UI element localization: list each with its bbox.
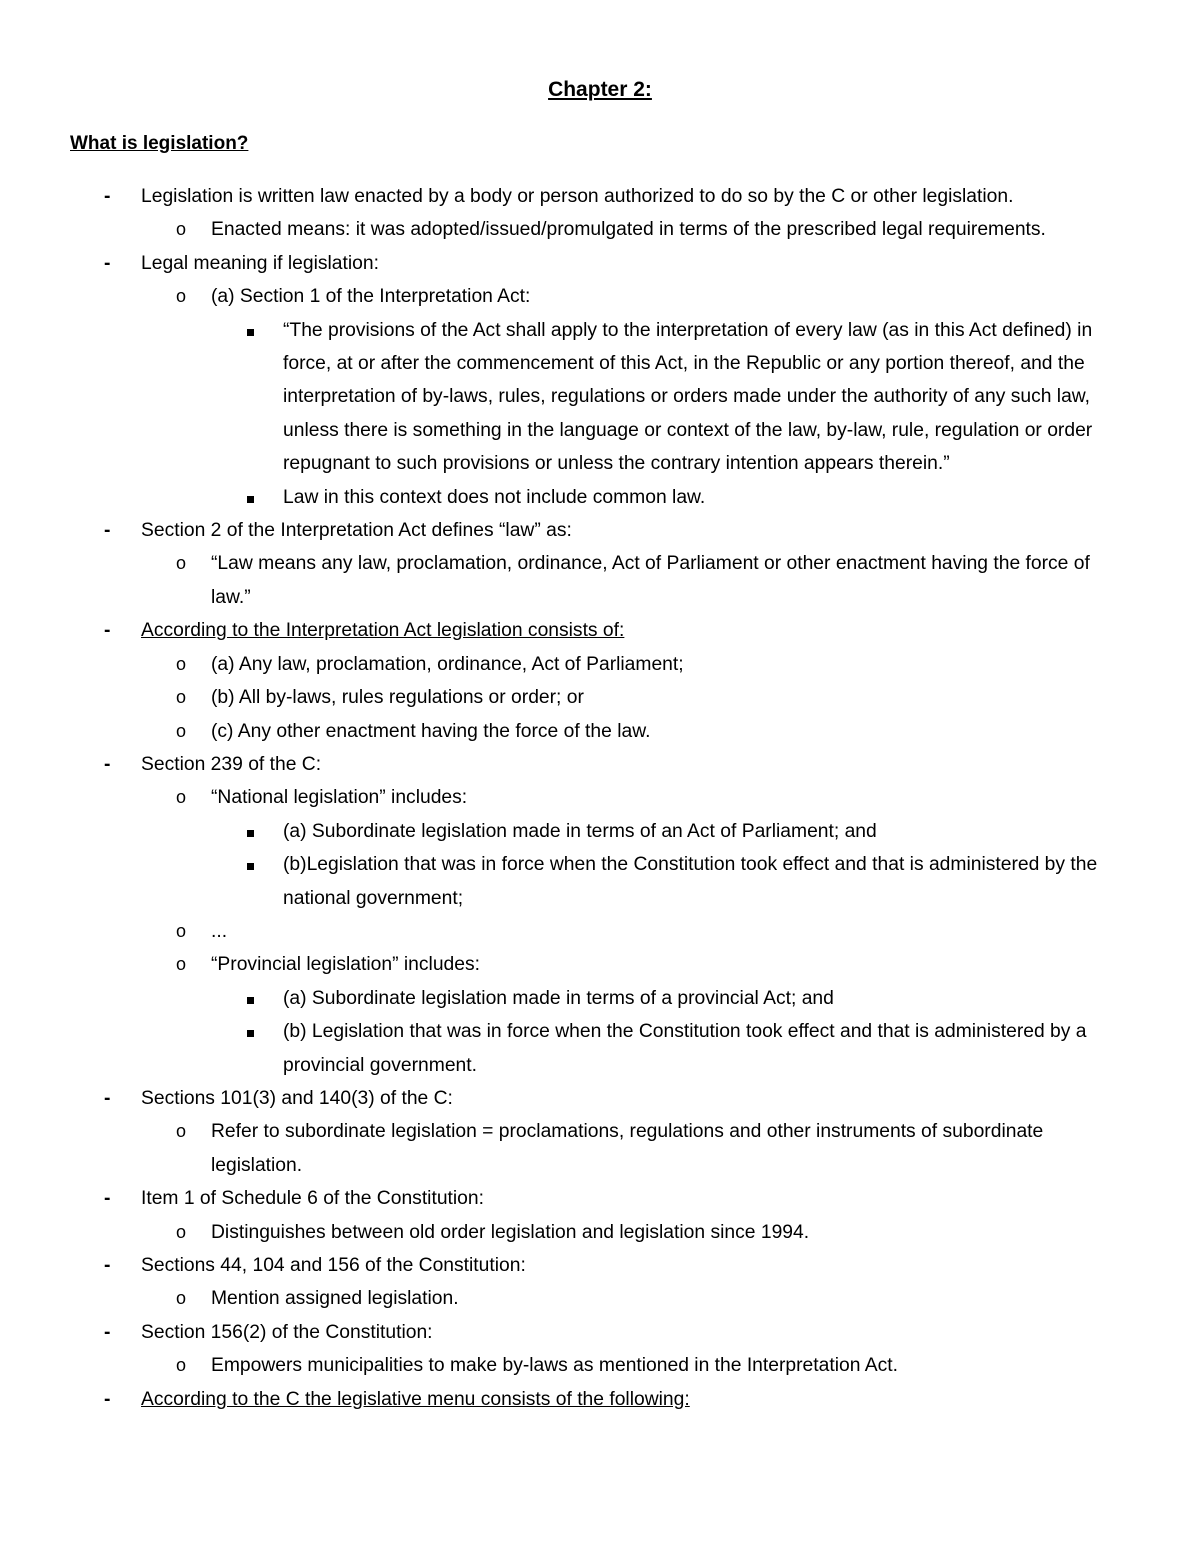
dash-bullet: - bbox=[104, 1087, 111, 1109]
dash-bullet: - bbox=[104, 186, 111, 207]
outline-item-level-2 bbox=[0, 1282, 1200, 1315]
outline-item-level-3 bbox=[0, 815, 1200, 848]
square-bullet-icon bbox=[247, 314, 271, 347]
outline-item-text: Legal meaning if legislation: bbox=[141, 252, 379, 274]
circle-bullet: o bbox=[176, 219, 187, 240]
circle-bullet: o bbox=[176, 1288, 187, 1309]
outline-item-text: Mention assigned legislation. bbox=[211, 1288, 459, 1310]
outline-item-text: Distinguishes between old order legislation and legislation since 1994. bbox=[211, 1221, 810, 1243]
outline-item-text: “Provincial legislation” includes: bbox=[211, 954, 480, 976]
circle-bullet: o bbox=[176, 954, 187, 975]
outline-item-text: Item 1 of Schedule 6 of the Constitution: bbox=[141, 1188, 484, 1210]
outline-item-text: (b)Legislation that was in force when the Constitution took effect and that is administered by the national government; bbox=[283, 854, 1098, 909]
dash-bullet: - bbox=[104, 620, 111, 642]
outline-item-level-3 bbox=[0, 481, 1200, 514]
outline-item-level-2 bbox=[0, 1216, 1200, 1249]
outline-item-text: According to the Interpretation Act legislation consists of: bbox=[141, 620, 625, 642]
outline-item-level-1 bbox=[0, 247, 1200, 280]
outline-item-text: Section 239 of the C: bbox=[141, 753, 322, 775]
outline-item-text: (b) Legislation that was in force when the Constitution took effect and that is administered by a provincial government. bbox=[283, 1021, 1087, 1076]
outline-item-text: According to the C the legislative menu consists of the following: bbox=[141, 1388, 690, 1410]
square-bullet-icon bbox=[247, 815, 271, 848]
dash-bullet: - bbox=[104, 1188, 111, 1210]
document-body bbox=[0, 180, 1200, 1416]
outline-item-level-1 bbox=[0, 1316, 1200, 1349]
outline-item-level-1 bbox=[0, 180, 1200, 213]
outline-item-level-2 bbox=[0, 1115, 1200, 1182]
outline-item-text: ... bbox=[211, 920, 228, 942]
outline-item-level-2 bbox=[0, 948, 1200, 981]
outline-item-level-1 bbox=[0, 1383, 1200, 1416]
square-bullet-icon bbox=[247, 982, 271, 1015]
circle-bullet: o bbox=[176, 286, 187, 307]
circle-bullet: o bbox=[176, 1355, 187, 1376]
outline-item-level-2 bbox=[0, 280, 1200, 313]
outline-item-level-1 bbox=[0, 748, 1200, 781]
circle-bullet: o bbox=[176, 653, 187, 674]
page-title: Chapter 2: bbox=[548, 78, 652, 101]
outline-item-text: (a) Subordinate legislation made in terms of an Act of Parliament; and bbox=[283, 820, 877, 842]
outline-item-level-2 bbox=[0, 1349, 1200, 1382]
outline-item-text: Section 156(2) of the Constitution: bbox=[141, 1321, 433, 1343]
outline-item-text: “The provisions of the Act shall apply to the interpretation of every law (as in this Act defined) in force, at or after the commencement of this Act, in the Republic or any portion thereof, and the interpretation of by-laws, rules, regulations or orders made under the authority of any such law, unless there is something in the language or context of the law, by-law, rule, regulation or order repugnant to such provisions or unless the contrary intention appears therein.” bbox=[283, 319, 1093, 475]
outline-item-text: (a) Section 1 of the Interpretation Act: bbox=[211, 286, 531, 308]
outline-item-level-3 bbox=[0, 848, 1200, 915]
outline-item-level-1 bbox=[0, 1249, 1200, 1282]
outline-item-level-1 bbox=[0, 614, 1200, 647]
outline-item-level-3 bbox=[0, 1015, 1200, 1082]
outline-item-level-2 bbox=[0, 213, 1200, 246]
square-bullet-icon bbox=[247, 1015, 271, 1048]
outline-item-text: Legislation is written law enacted by a body or person authorized to do so by the C or other legislation. bbox=[141, 186, 1014, 207]
outline-item-text: (c) Any other enactment having the force of the law. bbox=[211, 720, 651, 742]
outline-item-text: (b) All by-laws, rules regulations or order; or bbox=[211, 687, 584, 709]
outline-item-text: Sections 101(3) and 140(3) of the C: bbox=[141, 1087, 453, 1109]
circle-bullet: o bbox=[176, 553, 187, 574]
dash-bullet: - bbox=[104, 520, 111, 542]
circle-bullet: o bbox=[176, 1221, 187, 1242]
outline-item-level-1 bbox=[0, 1182, 1200, 1215]
outline-item-text: (a) Subordinate legislation made in terms of a provincial Act; and bbox=[283, 987, 834, 1009]
outline-item-text: Law in this context does not include common law. bbox=[283, 486, 706, 508]
outline-item-level-2 bbox=[0, 681, 1200, 714]
circle-bullet: o bbox=[176, 1121, 187, 1142]
outline-item-level-3 bbox=[0, 314, 1200, 481]
outline-item-text: “National legislation” includes: bbox=[211, 787, 468, 809]
outline-item-text: Refer to subordinate legislation = proclamations, regulations and other instruments of subordinate legislation. bbox=[211, 1121, 1044, 1176]
outline-item-level-1 bbox=[0, 1082, 1200, 1115]
outline-item-text: Empowers municipalities to make by-laws as mentioned in the Interpretation Act. bbox=[211, 1355, 898, 1377]
dash-bullet: - bbox=[104, 1388, 111, 1410]
section-heading: What is legislation? bbox=[70, 133, 249, 154]
outline-item-level-2 bbox=[0, 781, 1200, 814]
dash-bullet: - bbox=[104, 1321, 111, 1343]
circle-bullet: o bbox=[176, 920, 187, 941]
outline-item-text: Section 2 of the Interpretation Act defines “law” as: bbox=[141, 520, 572, 542]
outline-item-text: (a) Any law, proclamation, ordinance, Act of Parliament; bbox=[211, 653, 684, 675]
outline-item-level-2 bbox=[0, 547, 1200, 614]
outline-item-text: Sections 44, 104 and 156 of the Constitution: bbox=[141, 1255, 526, 1276]
circle-bullet: o bbox=[176, 787, 187, 808]
outline-item-level-2 bbox=[0, 648, 1200, 681]
square-bullet-icon bbox=[247, 481, 271, 514]
outline-item-level-1 bbox=[0, 514, 1200, 547]
outline-item-level-2 bbox=[0, 915, 1200, 948]
outline-item-text: Enacted means: it was adopted/issued/promulgated in terms of the prescribed legal requirements. bbox=[211, 219, 1046, 241]
circle-bullet: o bbox=[176, 687, 187, 708]
circle-bullet: o bbox=[176, 720, 187, 741]
dash-bullet: - bbox=[104, 252, 111, 274]
outline-item-level-3 bbox=[0, 982, 1200, 1015]
dash-bullet: - bbox=[104, 1255, 111, 1276]
outline-item-text: “Law means any law, proclamation, ordinance, Act of Parliament or other enactment having the force of law.” bbox=[211, 553, 1090, 608]
dash-bullet: - bbox=[104, 753, 111, 775]
outline-item-level-2 bbox=[0, 715, 1200, 748]
square-bullet-icon bbox=[247, 848, 271, 881]
